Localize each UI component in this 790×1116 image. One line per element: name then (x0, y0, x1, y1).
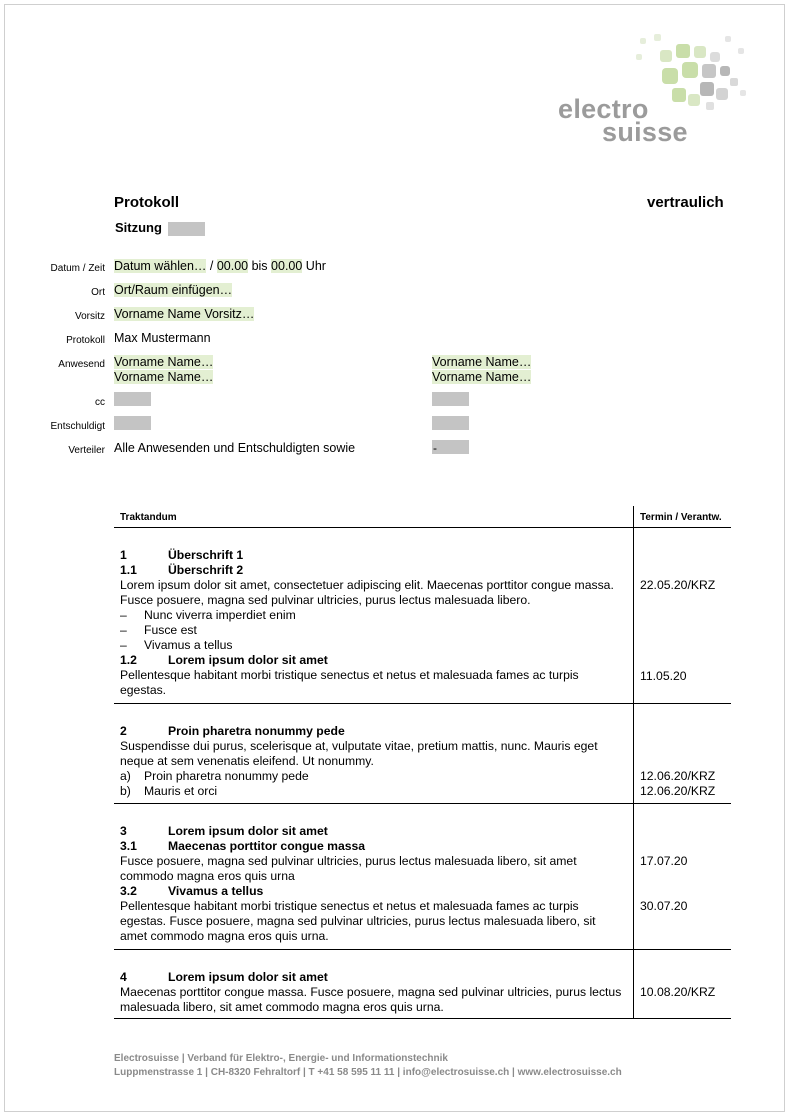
entschuldigt-field[interactable] (114, 416, 151, 430)
cc-field[interactable] (114, 392, 151, 406)
section-number: 2 (120, 724, 127, 738)
termin-cell: 12.06.20/KRZ (640, 769, 716, 783)
section-number: 3.2 (120, 884, 137, 898)
section-heading: Überschrift 1 (168, 548, 244, 562)
date-time-row (114, 259, 326, 273)
section-heading: Überschrift 2 (168, 563, 244, 577)
section-number: 1.2 (120, 653, 137, 667)
section-paragraph: Lorem ipsum dolor sit amet, consectetuer adipiscing elit. Maecenas porttitor congue massa. Fusce posuere, magna sed pulvinar ultricies, purus lectus malesuada libero. (120, 578, 614, 607)
section-number: 1 (120, 548, 127, 562)
anwesend-field[interactable]: Vorname Name… (114, 370, 214, 384)
table-header-termin: Termin / Verantw. (640, 512, 722, 523)
section-number: 1.1 (120, 563, 137, 577)
vorsitz-label: Vorsitz (74, 311, 105, 322)
section-heading: Lorem ipsum dolor sit amet (168, 970, 328, 984)
section-heading: Proin pharetra nonummy pede (168, 724, 345, 738)
table-bottom-rule (114, 1018, 731, 1019)
table-column-divider (633, 506, 634, 1019)
list-item: Mauris et orci (144, 784, 218, 798)
section-number: 4 (120, 970, 127, 984)
section-number: 3.1 (120, 839, 137, 853)
termin-cell: 17.07.20 (640, 854, 688, 868)
protokoll-label: Protokoll (66, 335, 105, 346)
verteiler-dash: - (433, 441, 437, 455)
section-heading: Maecenas porttitor congue massa (168, 839, 366, 853)
termin-cell: 30.07.20 (640, 899, 688, 913)
section-number: 3 (120, 824, 127, 838)
ort-label: Ort (91, 287, 105, 298)
date-picker-field[interactable]: Datum wählen… (114, 259, 207, 273)
list-item: Nunc viverra imperdiet enim (144, 608, 296, 622)
section-paragraph: Maecenas porttitor congue massa. Fusce posuere, magna sed pulvinar ultricies, purus lectus malesuada libero, sit amet commodo magna eros quis urna. (120, 985, 622, 1014)
cc-field[interactable] (432, 392, 469, 406)
date-time-label: Datum / Zeit (50, 263, 105, 274)
entschuldigt-field[interactable] (432, 416, 469, 430)
table-header-traktandum: Traktandum (120, 512, 177, 523)
table-row-rule (114, 949, 731, 950)
section-paragraph: Fusce posuere, magna sed pulvinar ultricies, purus lectus malesuada libero, sit amet commodo magna eros quis urna (120, 854, 577, 883)
list-dash: – (120, 608, 127, 622)
footer-line-2: Luppmenstrasse 1 | CH-8320 Fehraltorf | T +41 58 595 11 11 | info@electrosuisse.ch | www.electrosuisse.ch (114, 1067, 622, 1078)
vorsitz-field[interactable]: Vorname Name Vorsitz… (114, 307, 255, 321)
session-name-field[interactable] (168, 222, 205, 236)
section-heading: Lorem ipsum dolor sit amet (168, 824, 328, 838)
cc-label: cc (95, 397, 105, 408)
time-from-field[interactable]: 00.00 (216, 259, 249, 273)
list-dash: – (120, 638, 127, 652)
time-to-field[interactable]: 00.00 (271, 259, 303, 273)
termin-cell: 11.05.20 (640, 669, 687, 683)
verteiler-value: Alle Anwesenden und Entschuldigten sowie (114, 441, 356, 455)
list-item: Vivamus a tellus (144, 638, 233, 652)
list-item: Proin pharetra nonummy pede (144, 769, 309, 783)
confidential-label: vertraulich (647, 194, 724, 211)
session-label (115, 220, 205, 236)
table-row-1 (120, 548, 625, 698)
table-row-rule (114, 803, 731, 804)
section-heading: Lorem ipsum dolor sit amet (168, 653, 328, 667)
session-label-text: Sitzung (115, 220, 162, 235)
logo-text-electro: electro (558, 94, 649, 124)
ort-field[interactable]: Ort/Raum einfügen… (114, 283, 233, 297)
verteiler-field[interactable] (432, 440, 469, 454)
table-row-4 (120, 970, 625, 1015)
anwesend-field[interactable]: Vorname Name… (432, 370, 532, 384)
date-separator: / (206, 259, 217, 273)
termin-cell: 22.05.20/KRZ (640, 578, 716, 592)
list-marker: a) (120, 769, 131, 783)
anwesend-field[interactable]: Vorname Name… (114, 355, 214, 369)
table-header-rule (114, 527, 731, 528)
entschuldigt-label: Entschuldigt (50, 421, 105, 432)
table-row-3 (120, 824, 625, 944)
section-paragraph: Suspendisse dui purus, scelerisque at, vulputate vitae, pretium mattis, nunc. Mauris eget neque at sem venenatis eleifend. Ut nonummy. (120, 739, 598, 768)
table-row-rule (114, 703, 731, 704)
logo-text-suisse: suisse (602, 117, 688, 147)
document-title: Protokoll (114, 194, 180, 211)
protokoll-value: Max Mustermann (114, 331, 211, 345)
section-heading: Vivamus a tellus (168, 884, 264, 898)
list-marker: b) (120, 784, 131, 798)
termin-cell: 10.08.20/KRZ (640, 985, 716, 999)
footer-line-1: Electrosuisse | Verband für Elektro-, Energie- und Informationstechnik (114, 1053, 448, 1064)
section-paragraph: Pellentesque habitant morbi tristique senectus et netus et malesuada fames ac turpis egestas. (120, 668, 579, 697)
list-dash: – (120, 623, 127, 637)
anwesend-label: Anwesend (58, 359, 105, 370)
time-bis: bis (248, 259, 272, 273)
termin-cell: 12.06.20/KRZ (640, 784, 716, 798)
list-item: Fusce est (144, 623, 197, 637)
time-unit: Uhr (302, 259, 326, 273)
table-row-2 (120, 724, 625, 799)
verteiler-label: Verteiler (68, 445, 105, 456)
section-paragraph: Pellentesque habitant morbi tristique senectus et netus et malesuada fames ac turpis egestas. Fusce posuere, magna sed pulvinar ultricies, purus lectus malesuada libero, sit amet commodo magna eros quis urna. (120, 899, 596, 943)
anwesend-field[interactable]: Vorname Name… (432, 355, 532, 369)
